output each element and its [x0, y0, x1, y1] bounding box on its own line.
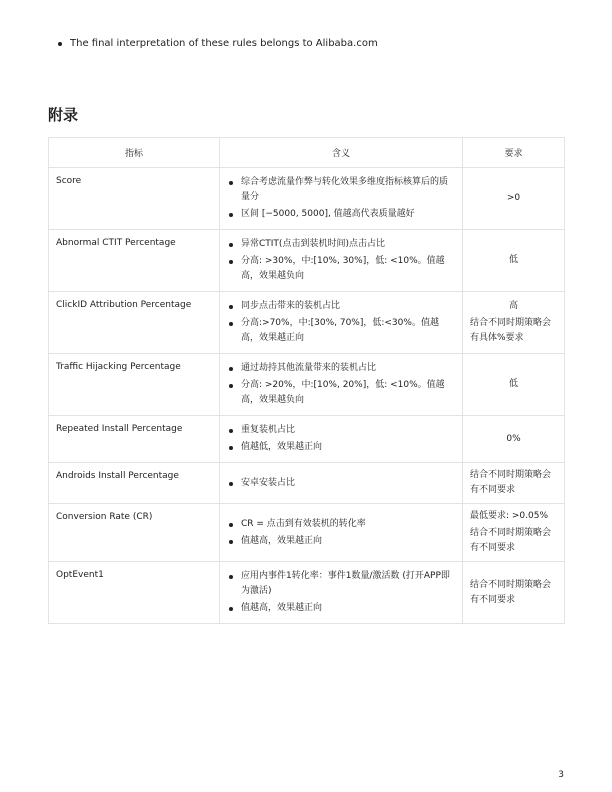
meaning-item: 值越高，效果越正向: [227, 601, 455, 616]
requirement-text: 低: [508, 379, 518, 389]
meaning-cell: [220, 354, 463, 416]
requirement-cell: [463, 292, 565, 354]
requirement-text: 结合不同时期策略会有具体%要求: [470, 318, 552, 343]
header-meaning: 含义: [220, 138, 463, 168]
requirement-cell: [463, 230, 565, 292]
table-row: [49, 292, 565, 354]
requirement-text: >0: [506, 193, 521, 203]
requirement-text: 结合不同时期策略会有不同要求: [470, 579, 552, 605]
header-requirement: 要求: [463, 138, 565, 168]
meaning-cell: [220, 292, 463, 354]
requirement-cell: [463, 354, 565, 416]
table-row: [49, 562, 565, 624]
table-row: [49, 504, 565, 562]
meaning-item: 综合考虑流量作弊与转化效果多维度指标核算后的质量分: [227, 175, 455, 205]
table-row: [49, 463, 565, 504]
requirement-cell: [463, 416, 565, 463]
table-row: [49, 354, 565, 416]
requirement-text: 结合不同时期策略会有不同要求: [470, 528, 552, 553]
meaning-item: 分高: >30%，中:[10%, 30%]，低: <10%。值越高，效果越负向: [227, 254, 455, 284]
meaning-cell: [220, 230, 463, 292]
bullet-dot: [58, 42, 62, 46]
requirement-cell: [463, 168, 565, 230]
appendix-title: 附录: [48, 106, 79, 124]
meaning-item: 同步点击带来的装机占比: [227, 299, 455, 314]
meaning-item: 安卓安装占比: [227, 476, 455, 491]
meaning-item: 值越高，效果越正向: [227, 534, 455, 549]
metric-cell: Conversion Rate (CR): [49, 504, 220, 562]
meaning-item: 值越低，效果越正向: [227, 440, 455, 455]
requirement-text: 结合不同时期策略会有不同要求: [470, 470, 552, 495]
table-header-row: [49, 138, 565, 168]
requirement-text: 高: [508, 301, 518, 311]
meaning-cell: [220, 562, 463, 624]
table-row: [49, 230, 565, 292]
meaning-cell: [220, 463, 463, 504]
intro-text: The final interpretation of these rules belongs to Alibaba.com: [70, 38, 378, 49]
intro-bullet: [58, 38, 378, 49]
metric-cell: Score: [49, 168, 220, 230]
meaning-item: 应用内事件1转化率：事件1数量/激活数 (打开APP即为激活): [227, 569, 455, 599]
table-row: [49, 416, 565, 463]
requirement-cell: [463, 504, 565, 562]
metric-cell: ClickID Attribution Percentage: [49, 292, 220, 354]
meaning-item: 异常CTIT(点击到装机时间)点击占比: [227, 237, 455, 252]
meaning-item: 分高: >20%，中:[10%, 20%]，低: <10%。值越高，效果越负向: [227, 378, 455, 408]
requirement-text: 0%: [506, 433, 521, 444]
meaning-item: 分高:>70%，中:[30%, 70%]，低:<30%。值越高，效果越正向: [227, 316, 455, 346]
metric-cell: Repeated Install Percentage: [49, 416, 220, 463]
metric-cell: OptEvent1: [49, 562, 220, 624]
metric-cell: Traffic Hijacking Percentage: [49, 354, 220, 416]
table-row: [49, 168, 565, 230]
meaning-cell: [220, 168, 463, 230]
meaning-item: 重复装机占比: [227, 423, 455, 438]
metric-cell: Androids Install Percentage: [49, 463, 220, 504]
requirement-cell: [463, 463, 565, 504]
page-number: 3: [558, 770, 564, 780]
meaning-item: 通过劫持其他流量带来的装机占比: [227, 361, 455, 376]
meaning-item: 区间 [−5000, 5000], 值越高代表质量越好: [227, 207, 455, 222]
requirement-text: 最低要求: >0.05%: [470, 511, 549, 521]
meaning-cell: [220, 416, 463, 463]
meaning-item: CR = 点击到有效装机的转化率: [227, 517, 455, 532]
requirement-cell: [463, 562, 565, 624]
metric-cell: Abnormal CTIT Percentage: [49, 230, 220, 292]
requirement-text: 低: [508, 255, 518, 265]
meaning-cell: [220, 504, 463, 562]
metrics-table: [48, 137, 565, 624]
header-metric: 指标: [49, 138, 220, 168]
